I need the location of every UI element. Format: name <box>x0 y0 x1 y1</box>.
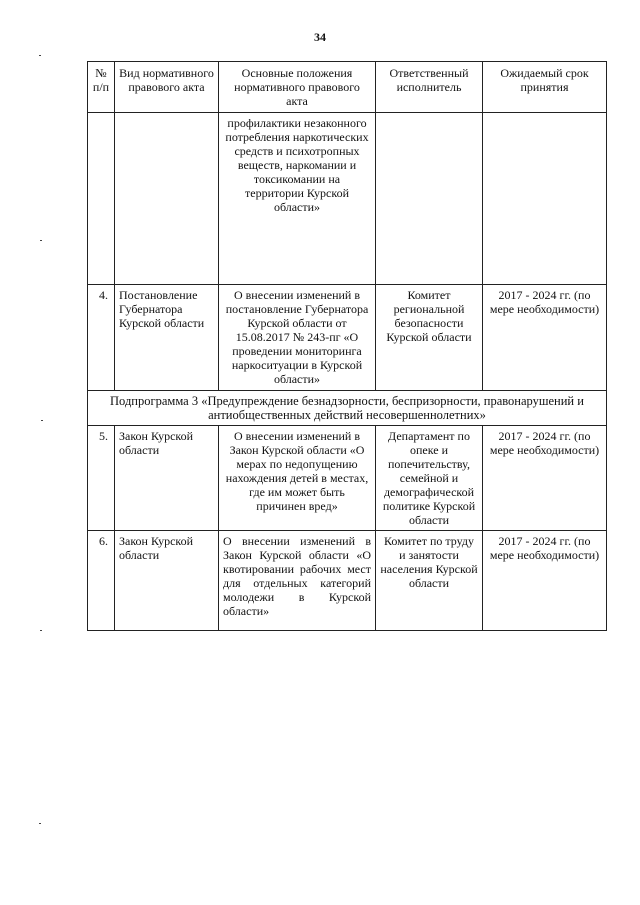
cell-deadline: 2017 - 2024 гг. (по мере необходимости) <box>483 531 607 631</box>
scan-speck <box>40 630 42 631</box>
subprogram-title: Подпрограмма 3 «Предупреждение безнадзорности, беспризорности, правонарушений и антиобщественных действий несовершеннолетних» <box>88 391 607 426</box>
header-act-type: Вид нормативного правового акта <box>115 62 219 113</box>
cell-act-type: Закон Курской области <box>115 531 219 631</box>
scan-speck <box>40 240 42 241</box>
scan-speck <box>39 823 41 824</box>
cell-num <box>88 113 115 285</box>
header-deadline: Ожидаемый срок принятия <box>483 62 607 113</box>
table-row <box>88 426 607 531</box>
cell-num: 5. <box>88 426 115 531</box>
cell-responsible: Департамент по опеке и попечительству, семейной и демографической политике Курской области <box>376 426 483 531</box>
table-row <box>88 285 607 391</box>
header-num: № п/п <box>88 62 115 113</box>
cell-provisions: О внесении изменений в постановление Губернатора Курской области от 15.08.2017 № 243-пг «О проведении мониторинга наркоситуации в Курской области» <box>219 285 376 391</box>
cell-provisions: О внесении изменений в Закон Курской области «О мерах по недопущению нахождения детей в местах, где им может быть причинен вред» <box>219 426 376 531</box>
scan-speck <box>39 55 41 56</box>
cell-num: 4. <box>88 285 115 391</box>
cell-responsible: Комитет региональной безопасности Курской области <box>376 285 483 391</box>
page-number: 34 <box>314 30 326 44</box>
table-row <box>88 531 607 631</box>
cell-provisions: профилактики незаконного потребления наркотических средств и психотропных веществ, наркомании и токсикомании на территории Курской области» <box>219 113 376 285</box>
cell-provisions: О внесении изменений в Закон Курской области «О квотировании рабочих мест для отдельных категорий молодежи в Курской области» <box>219 531 376 631</box>
cell-responsible: Комитет по труду и занятости населения Курской области <box>376 531 483 631</box>
cell-deadline: 2017 - 2024 гг. (по мере необходимости) <box>483 426 607 531</box>
cell-deadline <box>483 113 607 285</box>
cell-responsible <box>376 113 483 285</box>
cell-deadline: 2017 - 2024 гг. (по мере необходимости) <box>483 285 607 391</box>
cell-num: 6. <box>88 531 115 631</box>
cell-act-type <box>115 113 219 285</box>
subprogram-row <box>88 391 607 426</box>
table-row <box>88 113 607 285</box>
header-provisions: Основные положения нормативного правового акта <box>219 62 376 113</box>
scan-speck <box>41 420 43 421</box>
cell-act-type: Постановление Губернатора Курской области <box>115 285 219 391</box>
cell-act-type: Закон Курской области <box>115 426 219 531</box>
header-responsible: Ответственный исполнитель <box>376 62 483 113</box>
table-header-row <box>88 62 607 113</box>
legal-acts-table <box>87 61 607 631</box>
